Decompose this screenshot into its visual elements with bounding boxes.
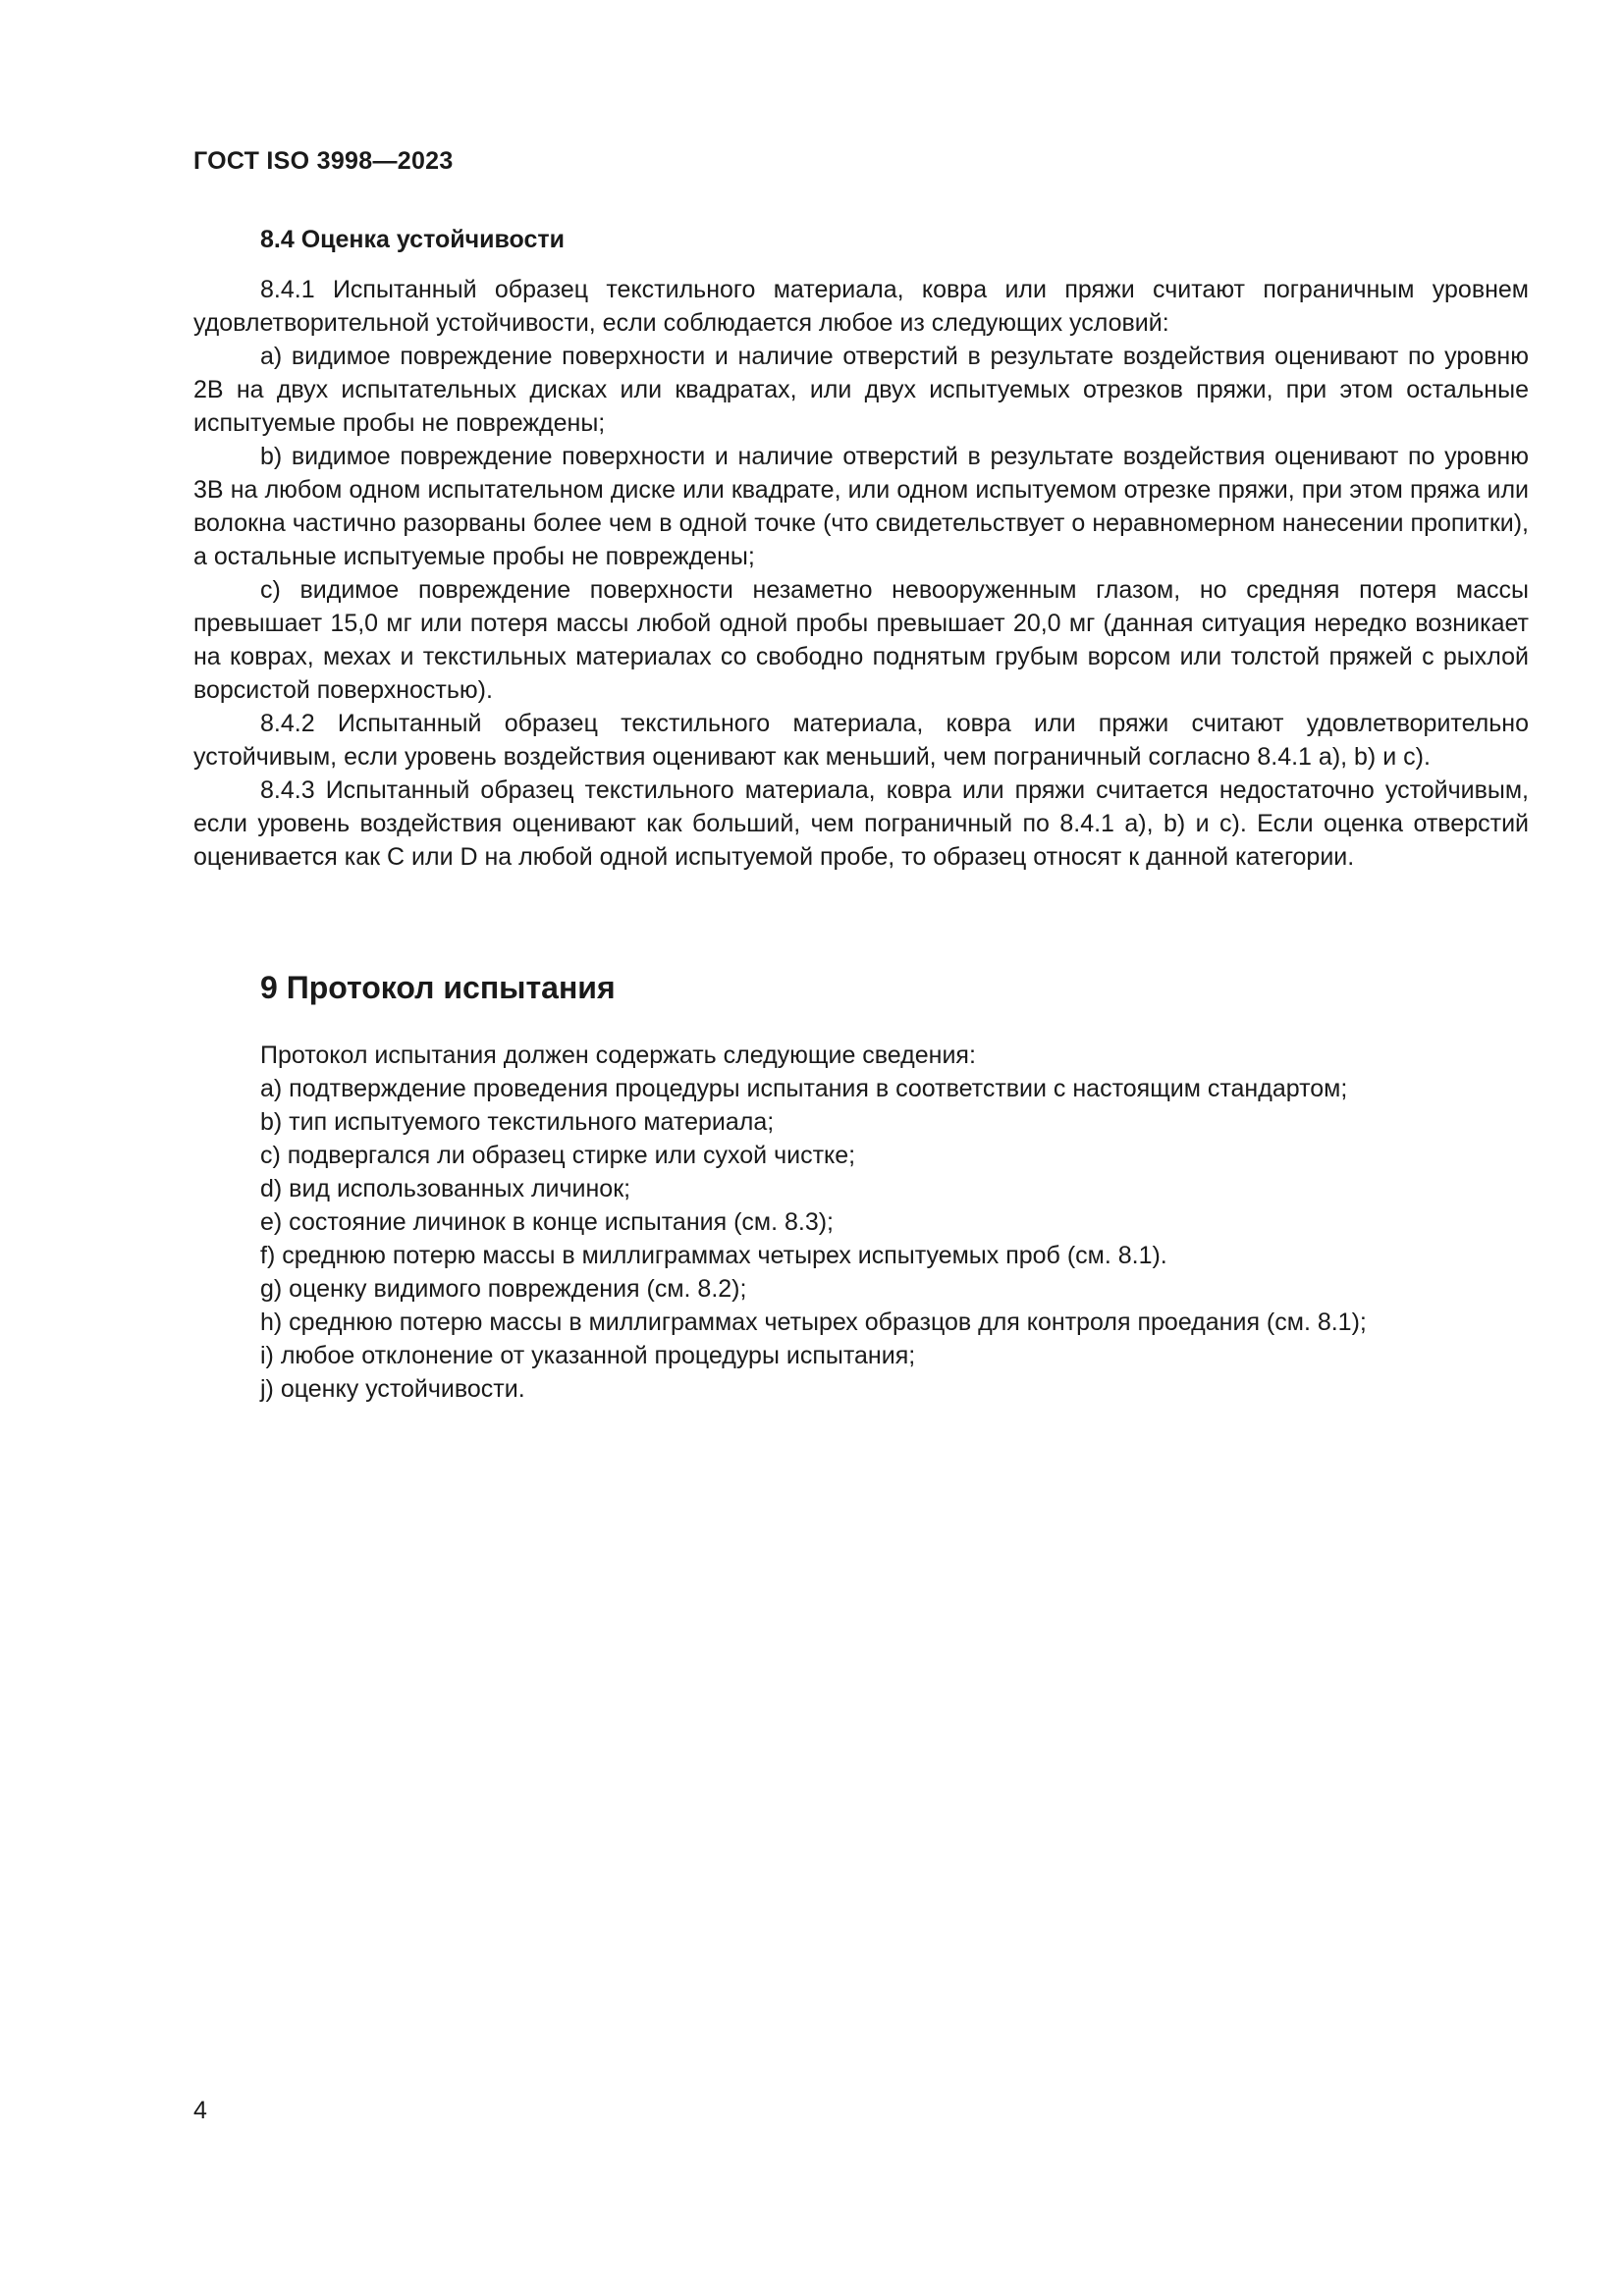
section-9-title: 9 Протокол испытания <box>260 970 616 1005</box>
list-item: c) подвергался ли образец стирке или сухой чистке; <box>260 1142 856 1169</box>
list-item: b) тип испытуемого текстильного материала; <box>260 1108 775 1136</box>
protocol-list <box>260 1072 1537 1406</box>
list-item: g) оценку видимого повреждения (см. 8.2); <box>260 1275 747 1303</box>
document-header: ГОСТ ISO 3998—2023 <box>193 147 454 175</box>
list-item: j) оценку устойчивости. <box>260 1375 525 1403</box>
protocol-intro: Протокол испытания должен содержать следующие сведения: <box>260 1041 976 1069</box>
paragraph-8-4-1-b: b) видимое повреждение поверхности и наличие отверстий в результате воздействия оценивают по уровню 3B на любом одном испытательном диске или квадрате, или одном испытуемом отрезке пряжи, при этом пряжа или волокна частично разорваны более чем в одной точке (что свидетельствует о неравномерном нанесении пропитки), а остальные испытуемые пробы не повреждены; <box>193 443 1529 570</box>
list-item: d) вид использованных личинок; <box>260 1175 631 1202</box>
paragraph-8-4-3: 8.4.3 Испытанный образец текстильного материала, ковра или пряжи считается недостаточно устойчивым, если уровень воздействия оценивают как больший, чем пограничный по 8.4.1 a), b) и c). Если оценка отверстий оценивается как C или D на любой одной испытуемой пробе, то образец относят к данной категории. <box>193 776 1529 871</box>
paragraph-8-4-1: 8.4.1 Испытанный образец текстильного материала, ковра или пряжи считают пограничным уровнем удовлетворительной устойчивости, если соблюдается любое из следующих условий: <box>193 276 1529 337</box>
section-8-4-title: 8.4 Оценка устойчивости <box>260 226 565 253</box>
list-item: a) подтверждение проведения процедуры испытания в соответствии с настоящим стандартом; <box>260 1075 1348 1102</box>
list-item: e) состояние личинок в конце испытания (см. 8.3); <box>260 1208 834 1236</box>
paragraph-8-4-2: 8.4.2 Испытанный образец текстильного материала, ковра или пряжи считают удовлетворительно устойчивым, если уровень воздействия оценивают как меньший, чем пограничный согласно 8.4.1 a), b) и c). <box>193 710 1529 771</box>
list-item: i) любое отклонение от указанной процедуры испытания; <box>260 1342 916 1369</box>
section-9-body <box>260 1039 1537 1406</box>
paragraph-8-4-1-c: c) видимое повреждение поверхности незаметно невооруженным глазом, но средняя потеря массы превышает 15,0 мг или потеря массы любой одной пробы превышает 20,0 мг (данная ситуация нередко возникает на коврах, мехах и текстильных материалах со свободно поднятым грубым ворсом или толстой пряжей с рыхлой ворсистой поверхностью). <box>193 576 1529 704</box>
page-number: 4 <box>193 2097 207 2124</box>
section-8-4-body <box>193 273 1529 874</box>
list-item: f) среднюю потерю массы в миллиграммах четырех испытуемых проб (см. 8.1). <box>260 1242 1167 1269</box>
list-item: h) среднюю потерю массы в миллиграммах четырех образцов для контроля проедания (см. 8.1); <box>260 1308 1367 1336</box>
paragraph-8-4-1-a: a) видимое повреждение поверхности и наличие отверстий в результате воздействия оценивают по уровню 2B на двух испытательных дисках или квадратах, или двух испытуемых отрезков пряжи, при этом остальные испытуемые пробы не повреждены; <box>193 343 1529 437</box>
